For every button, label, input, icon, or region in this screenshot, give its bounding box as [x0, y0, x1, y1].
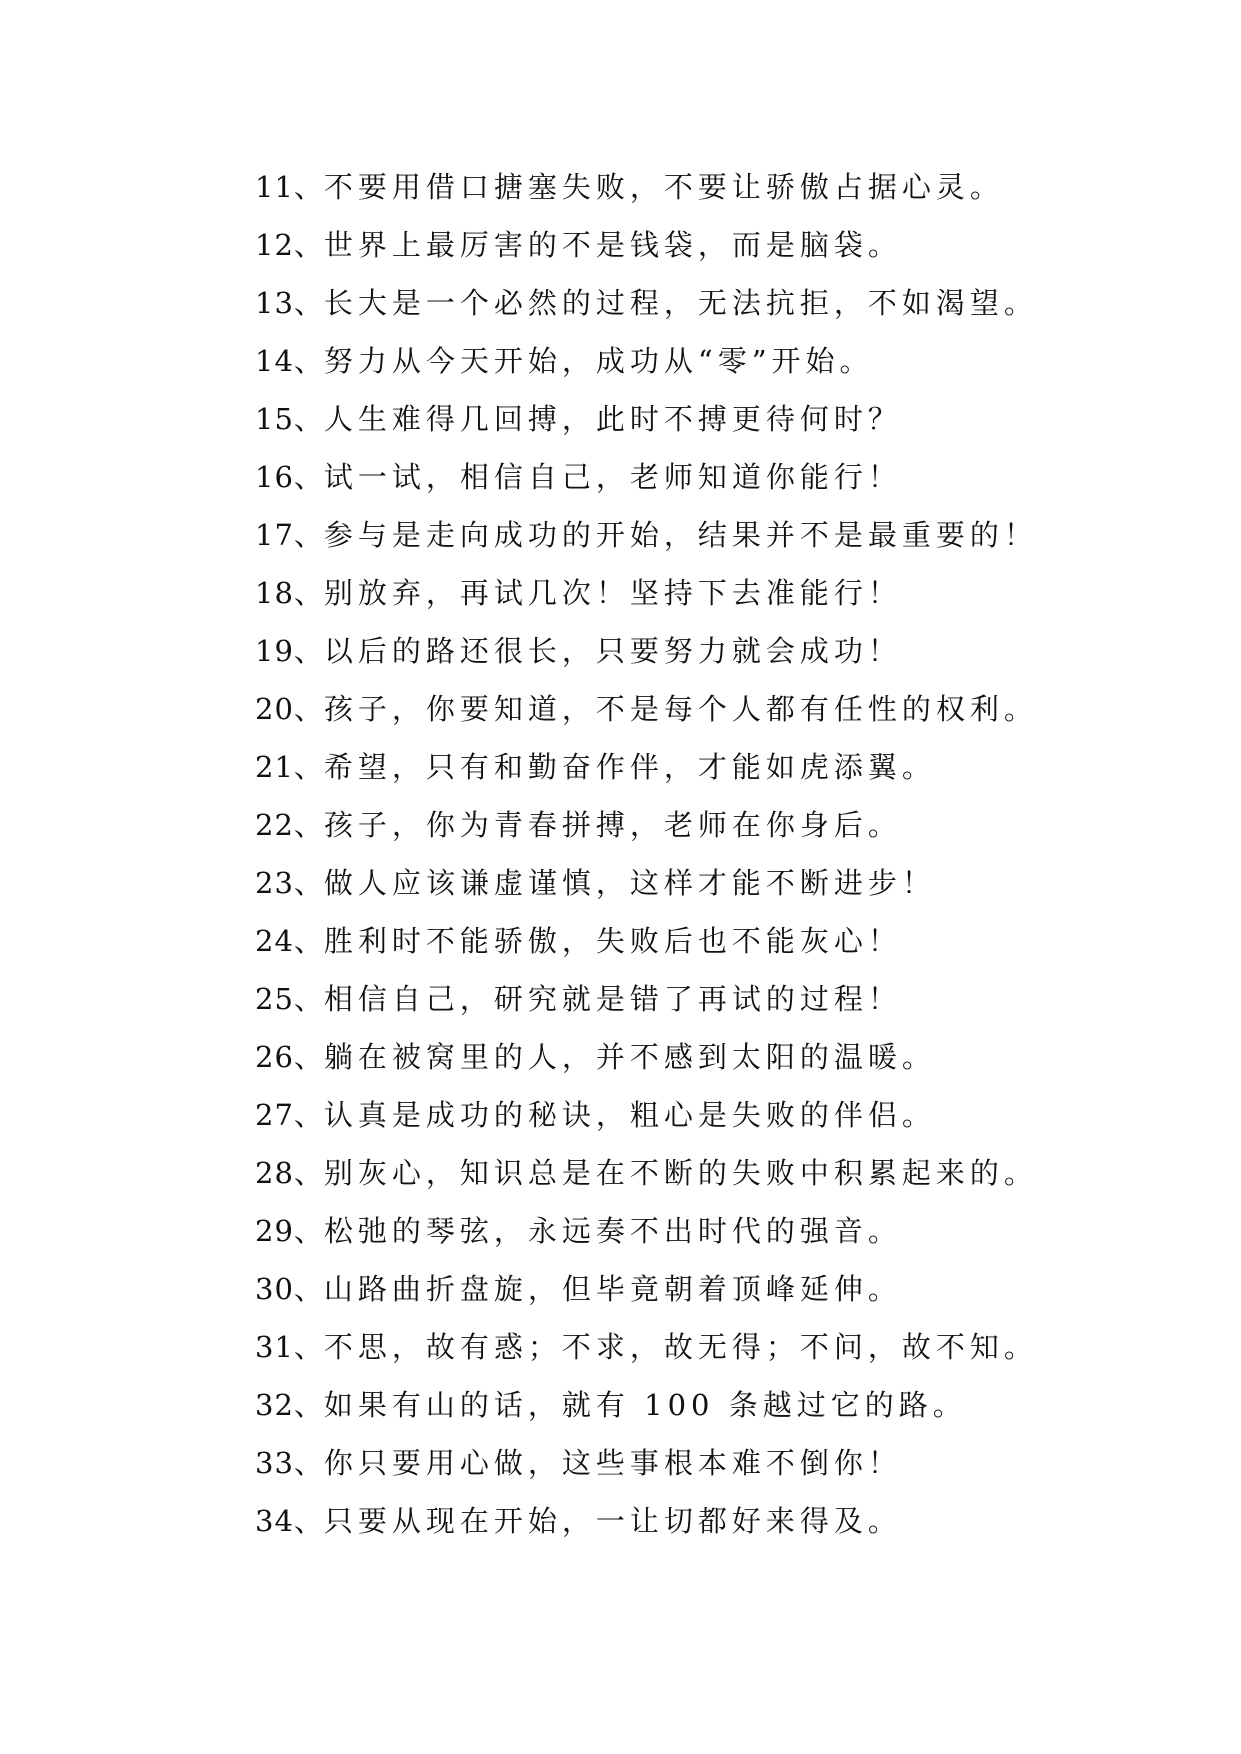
item-number: 30、 — [255, 1272, 324, 1306]
item-text: 松弛的琴弦，永远奏不出时代的强音。 — [323, 1214, 902, 1248]
list-item — [255, 216, 1155, 274]
list-item — [255, 1028, 1155, 1086]
list-item — [255, 448, 1155, 506]
list-item — [255, 1492, 1155, 1550]
list-item — [255, 158, 1155, 216]
list-item — [255, 390, 1155, 448]
item-text: 人生难得几回搏，此时不搏更待何时？ — [323, 402, 902, 436]
list-item — [255, 680, 1155, 738]
item-text: 胜利时不能骄傲，失败后也不能灰心！ — [323, 924, 902, 958]
item-number: 34、 — [255, 1504, 324, 1538]
item-number: 28、 — [255, 1156, 324, 1190]
item-text: 努力从今天开始，成功从“零”开始。 — [323, 344, 874, 378]
item-text: 长大是一个必然的过程，无法抗拒，不如渴望。 — [323, 286, 1038, 320]
list-item — [255, 1318, 1155, 1376]
item-text: 你只要用心做，这些事根本难不倒你！ — [323, 1446, 902, 1480]
list-item — [255, 1086, 1155, 1144]
item-text: 只要从现在开始，一让切都好来得及。 — [323, 1504, 902, 1538]
item-number: 33、 — [255, 1446, 324, 1480]
item-number: 31、 — [255, 1330, 324, 1364]
item-text: 认真是成功的秘诀，粗心是失败的伴侣。 — [323, 1098, 936, 1132]
list-item — [255, 564, 1155, 622]
list-item — [255, 1376, 1155, 1434]
item-text: 如果有山的话，就有 100 条越过它的路。 — [323, 1388, 967, 1422]
list-item — [255, 912, 1155, 970]
item-number: 16、 — [255, 460, 324, 494]
item-text: 试一试，相信自己，老师知道你能行！ — [323, 460, 902, 494]
item-text: 参与是走向成功的开始，结果并不是最重要的！ — [323, 518, 1038, 552]
list-item — [255, 332, 1155, 390]
item-text: 希望，只有和勤奋作伴，才能如虎添翼。 — [323, 750, 936, 784]
item-text: 躺在被窝里的人，并不感到太阳的温暖。 — [323, 1040, 936, 1074]
item-text: 相信自己，研究就是错了再试的过程！ — [323, 982, 902, 1016]
item-number: 21、 — [255, 750, 324, 784]
item-number: 12、 — [255, 228, 324, 262]
list-item — [255, 854, 1155, 912]
item-text: 不要用借口搪塞失败，不要让骄傲占据心灵。 — [323, 170, 1004, 204]
item-number: 26、 — [255, 1040, 324, 1074]
item-number: 17、 — [255, 518, 324, 552]
item-text: 山路曲折盘旋，但毕竟朝着顶峰延伸。 — [323, 1272, 902, 1306]
list-item — [255, 1202, 1155, 1260]
item-number: 22、 — [255, 808, 324, 842]
list-item — [255, 1260, 1155, 1318]
list-item — [255, 970, 1155, 1028]
item-number: 18、 — [255, 576, 324, 610]
item-text: 世界上最厉害的不是钱袋，而是脑袋。 — [323, 228, 902, 262]
item-text: 以后的路还很长，只要努力就会成功！ — [323, 634, 902, 668]
item-number: 25、 — [255, 982, 324, 1016]
item-number: 27、 — [255, 1098, 324, 1132]
item-text: 孩子，你要知道，不是每个人都有任性的权利。 — [323, 692, 1038, 726]
item-text: 别放弃，再试几次！坚持下去准能行！ — [323, 576, 902, 610]
item-number: 11、 — [255, 170, 324, 204]
item-number: 23、 — [255, 866, 324, 900]
item-number: 14、 — [255, 344, 324, 378]
item-text: 别灰心，知识总是在不断的失败中积累起来的。 — [323, 1156, 1038, 1190]
list-item — [255, 738, 1155, 796]
item-text: 做人应该谦虚谨慎，这样才能不断进步！ — [323, 866, 936, 900]
list-item — [255, 1144, 1155, 1202]
item-text: 不思，故有惑；不求，故无得；不问，故不知。 — [323, 1330, 1038, 1364]
list-item — [255, 1434, 1155, 1492]
item-number: 32、 — [255, 1388, 324, 1422]
list-item — [255, 274, 1155, 332]
list-item — [255, 506, 1155, 564]
item-number: 20、 — [255, 692, 324, 726]
sentence-list — [255, 158, 1155, 1550]
list-item — [255, 796, 1155, 854]
item-number: 19、 — [255, 634, 324, 668]
item-number: 15、 — [255, 402, 324, 436]
item-number: 29、 — [255, 1214, 324, 1248]
item-number: 24、 — [255, 924, 324, 958]
item-number: 13、 — [255, 286, 324, 320]
list-item — [255, 622, 1155, 680]
item-text: 孩子，你为青春拼搏，老师在你身后。 — [323, 808, 902, 842]
